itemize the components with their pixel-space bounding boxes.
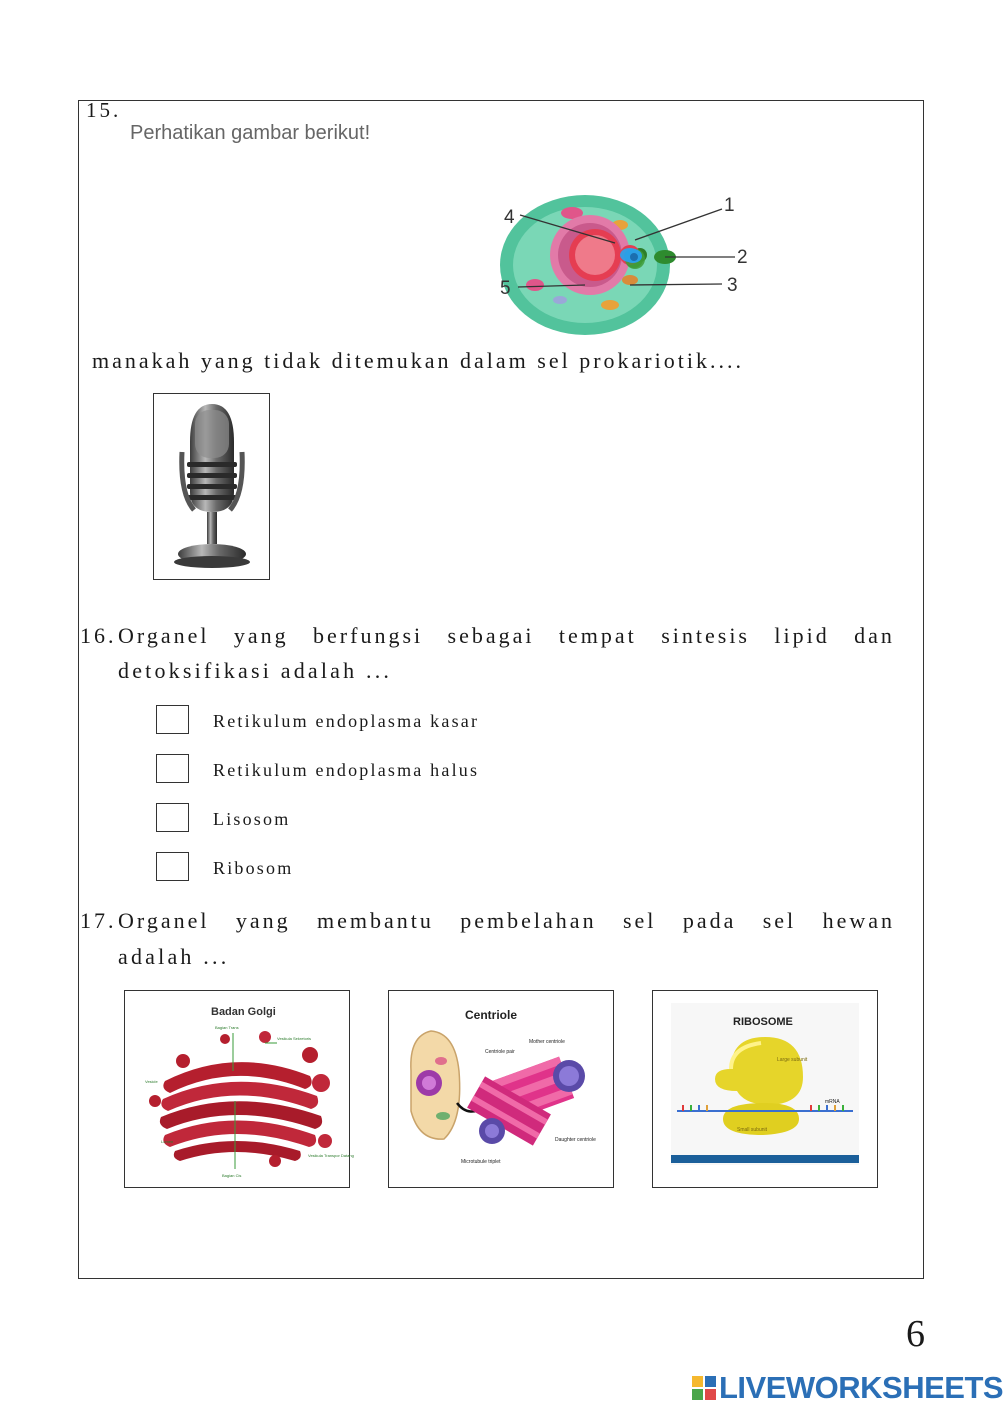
option-label-d: Ribosom (213, 858, 294, 878)
ribosome-image-option[interactable] (652, 990, 878, 1188)
q16-word: lipid (774, 623, 830, 648)
cell-label-1: 1 (724, 195, 735, 216)
q16-word: berfungsi (313, 623, 424, 648)
q16-word: sintesis (661, 623, 750, 648)
question-17-line-1 (118, 908, 895, 934)
golgi-body-illustration (125, 991, 354, 1187)
q16-word: yang (233, 623, 289, 648)
cell-label-2: 2 (737, 247, 748, 268)
centriole-label: Daughter centriole (555, 1137, 596, 1143)
ribosome-label: mRNA (825, 1099, 840, 1105)
question-15-instruction: Perhatikan gambar berikut! (130, 122, 371, 144)
q17-word: membantu (317, 908, 434, 933)
page-number: 6 (906, 1313, 925, 1355)
question-16-number: 16. (80, 623, 117, 648)
question-15-text: manakah yang tidak ditemukan dalam sel prokariotik.... (92, 348, 744, 373)
cell-label-4: 4 (504, 207, 515, 228)
centriole-label: Centriole pair (485, 1049, 515, 1055)
q16-word: sebagai (447, 623, 535, 648)
q17-word: pembelahan (460, 908, 597, 933)
ribosome-label: Small subunit (737, 1127, 768, 1133)
q17-word: hewan (822, 908, 895, 933)
centriole-title: Centriole (465, 1008, 518, 1022)
question-15-number: 15. (86, 98, 122, 122)
golgi-label: Vesikula Transpor Datang (308, 1153, 354, 1158)
golgi-title: Badan Golgi (211, 1006, 276, 1018)
ribosome-label: Large subunit (777, 1057, 808, 1063)
question-16-line-2: detoksifikasi adalah ... (118, 658, 393, 683)
option-checkbox-a[interactable] (156, 705, 189, 734)
question-16-line-1 (118, 623, 895, 649)
centriole-image-option[interactable] (388, 990, 614, 1188)
q16-word: tempat (558, 623, 637, 648)
option-checkbox-d[interactable] (156, 852, 189, 881)
golgi-label: Lumen (161, 1139, 174, 1144)
golgi-image-option[interactable] (124, 990, 354, 1188)
centriole-label: Microtubule triplet (461, 1159, 501, 1165)
liveworksheets-grid-icon (692, 1376, 716, 1400)
option-label-c: Lisosom (213, 809, 291, 829)
q17-word: pada (682, 908, 737, 933)
option-label-b: Retikulum endoplasma halus (213, 760, 480, 780)
liveworksheets-logo (692, 1370, 1003, 1406)
golgi-label: Vesicle (145, 1079, 158, 1084)
option-label-a: Retikulum endoplasma kasar (213, 711, 480, 731)
q17-word: sel (622, 908, 657, 933)
microphone-icon (154, 394, 269, 579)
golgi-label: Bagian Cis (222, 1173, 242, 1178)
q17-word: sel (762, 908, 797, 933)
q16-word: Organel (118, 623, 210, 648)
animal-cell-diagram (490, 185, 770, 340)
cell-label-3: 3 (727, 275, 738, 296)
golgi-label: Vesikula Sekretoris (277, 1036, 312, 1041)
q16-word: dan (854, 623, 895, 648)
option-checkbox-c[interactable] (156, 803, 189, 832)
cell-label-5: 5 (500, 278, 511, 299)
liveworksheets-wordmark: LIVEWORKSHEETS (719, 1370, 1003, 1405)
option-checkbox-b[interactable] (156, 754, 189, 783)
question-17-number: 17. (80, 908, 117, 933)
audio-microphone-button[interactable] (153, 393, 270, 580)
ribosome-title: RIBOSOME (733, 1016, 793, 1028)
question-17-line-2: adalah ... (118, 944, 230, 969)
centriole-illustration (389, 991, 613, 1187)
q17-word: Organel (118, 908, 210, 933)
ribosome-illustration (653, 991, 877, 1187)
centriole-label: Mother centriole (529, 1039, 565, 1045)
q17-word: yang (235, 908, 291, 933)
golgi-label: Bagian Trans (215, 1025, 239, 1030)
